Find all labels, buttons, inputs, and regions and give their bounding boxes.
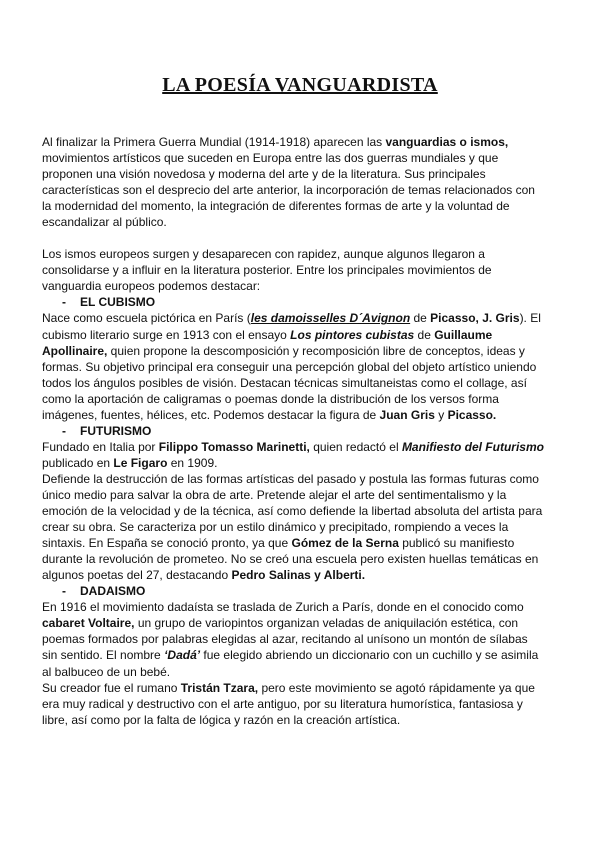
text-line: consolidarse y a influir en la literatura posterior. Entre los principales movimientos de — [42, 263, 492, 278]
page-title: LA POESÍA VANGUARDISTA — [162, 74, 438, 96]
text-line: vanguardia europeos podemos destacar: — [42, 279, 261, 294]
text-line: emoción de la velocidad y de la técnica, así como defiende la libertad absoluta del artista para — [42, 504, 543, 519]
text-line — [42, 439, 562, 455]
author-name: Tristán Tzara, — [180, 680, 259, 695]
text-line: durante la revolución de prometeo. No se creó una escuela pero existen huellas temáticas en — [42, 552, 539, 567]
text-line: proponen una visión novedosa y moderna del arte y de la literatura. Sus principales — [42, 167, 486, 182]
text-run: ). El — [519, 311, 541, 326]
text-line: movimientos artísticos que suceden en Europa entre las dos guerras mundiales y que — [42, 151, 499, 166]
text-run: Nace como escuela pictórica en París ( — [42, 311, 251, 326]
text-line — [42, 134, 562, 150]
essay-title: Los pintores cubistas — [290, 327, 415, 342]
text-line — [42, 615, 562, 631]
text-line — [42, 535, 562, 551]
isms-paragraph — [42, 246, 562, 294]
text-run: sintaxis. En España se conoció pronto, ya que — [42, 536, 292, 551]
text-line: Los ismos europeos surgen y desaparecen con rapidez, aunque algunos llegaron a — [42, 247, 485, 262]
text-run: fue elegido abriendo un diccionario con un cuchillo y se asimila — [200, 648, 539, 663]
venue-name: cabaret Voltaire, — [42, 616, 135, 631]
text-line — [42, 455, 562, 471]
text-run: pero este movimiento se agotó rápidamente ya que — [258, 680, 535, 695]
dadaism-paragraph — [42, 599, 562, 727]
text-line: al balbuceo de un bebé. — [42, 664, 171, 679]
document-body — [42, 134, 562, 728]
text-run: de — [414, 327, 435, 342]
author-name: Guillaume — [434, 327, 493, 342]
manifesto-title: Manifiesto del Futurismo — [401, 439, 544, 454]
section-heading-futurismo — [42, 423, 562, 439]
futurism-paragraph — [42, 439, 562, 583]
text-line: todos los ángulos posibles de visión. Destacan técnicas simultaneistas como el collage, así — [42, 375, 527, 390]
text-line: libre, así como por la falta de lógica y razón en la creación artística. — [42, 712, 401, 727]
newspaper-name: Le Figaro — [113, 455, 168, 470]
text-line: características son el desprecio del arte anterior, la incorporación de temas relacionados con — [42, 183, 535, 198]
text-line — [42, 647, 562, 663]
artwork-title: les damoisselles D´Avignon — [250, 311, 411, 326]
text-line: crear su obra. Se caracteriza por un estilo dinámico y precipitado, rompiendo a veces la — [42, 520, 509, 535]
text-line: Defiende la destrucción de las formas artísticas del pasado y postula las formas futuras como — [42, 471, 539, 486]
text-run: publicado en — [42, 455, 114, 470]
text-run: y — [434, 407, 448, 422]
text-run: de — [410, 311, 431, 326]
author-name: Picasso, J. Gris — [430, 311, 520, 326]
text-line: la modernidad del momento, la integración de diferentes formas de arte y la voluntad de — [42, 199, 510, 214]
text-line — [42, 567, 562, 583]
list-dash: - — [62, 423, 66, 438]
list-dash: - — [62, 295, 66, 310]
text-run: en 1909. — [167, 455, 218, 470]
text-run: publicó su manifiesto — [398, 536, 515, 551]
text-run: quien propone la descomposición y recomposición libre de conceptos, ideas y — [107, 343, 525, 358]
text-line: En 1916 el movimiento dadaísta se traslada de Zurich a París, donde en el conocido como — [42, 600, 524, 615]
movement-name: ‘Dadá’ — [164, 648, 201, 663]
text-line: único medio para salvar la obra de arte. Pretende alejar el arte del sentimentalismo y la — [42, 487, 507, 502]
list-dash: - — [62, 584, 66, 599]
text-line: era muy radical y destructivo con el arte antiguo, por su literatura humorística, fantasiosa y — [42, 696, 523, 711]
text-line: formas. Su objetivo principal era conseguir una percepción global del objeto artístico uniendo — [42, 359, 537, 374]
author-name: Apollinaire, — [42, 343, 108, 358]
text-run: quien redactó el — [309, 439, 402, 454]
heading-text: EL CUBISMO — [80, 295, 156, 310]
intro-paragraph — [42, 134, 562, 230]
text-line — [42, 407, 562, 423]
author-name: Picasso. — [447, 407, 497, 422]
heading-text: FUTURISMO — [80, 423, 152, 438]
text-line: escandalizar al público. — [42, 215, 167, 230]
text-line — [42, 680, 562, 696]
text-run: sin sentido. El nombre — [42, 648, 165, 663]
author-name: Gómez de la Serna — [291, 536, 399, 551]
text-line: como la aportación de caligramas o poemas donde la distribución de los versos forma — [42, 391, 499, 406]
paragraph-spacer — [42, 230, 562, 246]
text-line — [42, 310, 562, 326]
text-run: imágenes, fuentes, hélices, etc. Podemos destacar la figura de — [42, 407, 380, 422]
text-run: Fundado en Italia por — [42, 439, 159, 454]
text-line — [42, 343, 562, 359]
section-heading-dadaismo — [42, 583, 562, 599]
vanguardias-term: vanguardias o ismos, — [385, 135, 509, 149]
text-line: poemas formados por palabras elegidas al azar, recitando al unísono un montón de sílabas — [42, 632, 528, 647]
text-run: Su creador fue el rumano — [42, 680, 181, 695]
author-name: Juan Gris — [379, 407, 435, 422]
text-run: cubismo literario surge en 1913 con el ensayo — [42, 327, 291, 342]
text-run: Al finalizar la Primera Guerra Mundial (1914-1918) aparecen las — [42, 135, 386, 149]
text-run: algunos poetas del 27, destacando — [42, 568, 232, 583]
cubism-paragraph — [42, 310, 562, 422]
author-name: Pedro Salinas y Alberti. — [231, 568, 366, 583]
text-line — [42, 327, 562, 343]
section-heading-cubismo — [42, 294, 562, 310]
heading-text: DADAISMO — [80, 584, 146, 599]
text-run: un grupo de variopintos organizan veladas de aniquilación estética, con — [134, 616, 519, 631]
author-name: Filippo Tomasso Marinetti, — [158, 439, 310, 454]
